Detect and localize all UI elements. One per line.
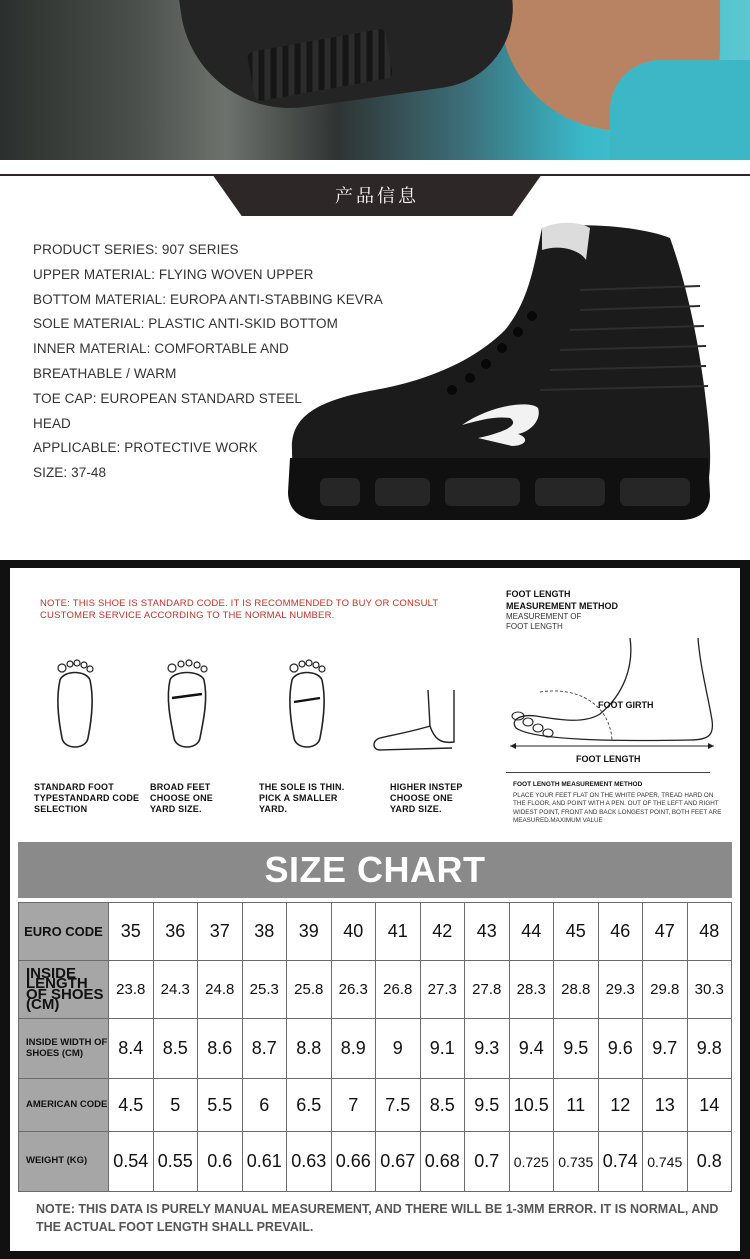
info-line: PRODUCT SERIES: 907 SERIES — [33, 242, 239, 257]
foot-girth-label: FOOT GIRTH — [598, 700, 654, 710]
foot-caption: STANDARD FOOT TYPESTANDARD CODE SELECTION — [34, 782, 140, 814]
table-cell: 45 — [554, 903, 599, 961]
table-cell: 46 — [598, 903, 643, 961]
table-cell: 35 — [109, 903, 154, 961]
row-header: AMERICAN CODE — [19, 1079, 109, 1132]
table-cell: 24.8 — [198, 961, 243, 1019]
table-cell: 0.8 — [687, 1132, 732, 1192]
table-cell: 8.4 — [109, 1019, 154, 1079]
table-cell: 12 — [598, 1079, 643, 1132]
foot-caption: HIGHER INSTEP CHOOSE ONE YARD SIZE. — [390, 782, 463, 814]
table-cell: 0.67 — [376, 1132, 421, 1192]
table-cell: 27.3 — [420, 961, 465, 1019]
row-header: INSIDE WIDTH OF SHOES (CM) — [19, 1019, 109, 1079]
table-cell: 25.3 — [242, 961, 287, 1019]
table-row — [19, 961, 732, 1019]
table-cell: 0.55 — [153, 1132, 198, 1192]
table-row — [19, 1079, 732, 1132]
size-chart-title: SIZE CHART — [18, 842, 732, 898]
table-cell: 29.8 — [643, 961, 688, 1019]
table-cell: 9.1 — [420, 1019, 465, 1079]
table-cell: 43 — [465, 903, 510, 961]
table-cell: 24.3 — [153, 961, 198, 1019]
method-text: PLACE YOUR FEET FLAT ON THE WHITE PAPER, TREAD HARD ON THE FLOOR, AND POINT WITH A PEN. OUT OF THE LEFT AND RIGHT WIDEST POINT, FRONT AND BACK LONGEST POINT, BOTH FEET ARE MEASURED.MAXIMUM VALUE — [513, 792, 722, 824]
info-line: SOLE MATERIAL: PLASTIC ANTI-SKID BOTTOM — [33, 316, 338, 332]
size-chart-panel — [10, 568, 740, 1251]
table-cell: 8.9 — [331, 1019, 376, 1079]
table-cell: 30.3 — [687, 961, 732, 1019]
sleeve-shape — [610, 60, 750, 160]
row-header: EURO CODE — [19, 903, 109, 961]
table-cell: 28.3 — [509, 961, 554, 1019]
foot-caption: THE SOLE IS THIN. PICK A SMALLER YARD. — [259, 782, 345, 814]
table-cell: 40 — [331, 903, 376, 961]
table-cell: 48 — [687, 903, 732, 961]
notice-text: NOTE: THIS SHOE IS STANDARD CODE. IT IS RECOMMENDED TO BUY OR CONSULT CUSTOMER SERVICE ACCORDING TO THE NORMAL NUMBER. — [40, 598, 439, 621]
table-cell: 0.54 — [109, 1132, 154, 1192]
info-line: BREATHABLE / WARM — [33, 365, 177, 381]
table-cell: 9.5 — [465, 1079, 510, 1132]
table-cell: 47 — [643, 903, 688, 961]
table-cell: 28.8 — [554, 961, 599, 1019]
info-line: APPLICABLE: PROTECTIVE WORK — [33, 440, 258, 456]
table-cell: 4.5 — [109, 1079, 154, 1132]
table-cell: 25.8 — [287, 961, 332, 1019]
info-line: HEAD — [33, 415, 71, 431]
info-line: INNER MATERIAL: COMFORTABLE AND — [33, 341, 289, 357]
divider — [506, 772, 710, 773]
table-cell: 9.7 — [643, 1019, 688, 1079]
measure-subtitle: MEASUREMENT OF FOOT LENGTH — [506, 612, 582, 631]
table-cell: 8.7 — [242, 1019, 287, 1079]
table-row — [19, 1132, 732, 1192]
table-cell: 29.3 — [598, 961, 643, 1019]
table-cell: 0.745 — [643, 1132, 688, 1192]
table-cell: 0.66 — [331, 1132, 376, 1192]
info-line: SIZE: 37-48 — [33, 465, 107, 481]
table-cell: 0.6 — [198, 1132, 243, 1192]
table-cell: 23.8 — [109, 961, 154, 1019]
table-row — [19, 903, 732, 961]
table-cell: 36 — [153, 903, 198, 961]
table-cell: 26.8 — [376, 961, 421, 1019]
table-cell: 8.8 — [287, 1019, 332, 1079]
foot-length-label: FOOT LENGTH — [576, 754, 641, 764]
table-cell: 0.7 — [465, 1132, 510, 1192]
table-cell: 44 — [509, 903, 554, 961]
table-cell: 10.5 — [509, 1079, 554, 1132]
table-cell: 14 — [687, 1079, 732, 1132]
banner-title: 产品信息 — [335, 186, 419, 207]
info-line: UPPER MATERIAL: FLYING WOVEN UPPER — [33, 266, 314, 282]
table-cell: 6 — [242, 1079, 287, 1132]
boot-image — [280, 220, 720, 530]
row-header: INSIDE LENGTH OF SHOES (CM) — [19, 961, 109, 1019]
table-cell: 7 — [331, 1079, 376, 1132]
high-instep-foot-icon — [368, 686, 464, 756]
table-cell: 0.61 — [242, 1132, 287, 1192]
table-cell: 0.725 — [509, 1132, 554, 1192]
size-chart-frame — [0, 560, 750, 1259]
section-banner — [0, 174, 750, 218]
table-cell: 8.6 — [198, 1019, 243, 1079]
table-cell: 8.5 — [420, 1079, 465, 1132]
method-title: FOOT LENGTH MEASUREMENT METHOD — [513, 781, 643, 788]
table-cell: 9.4 — [509, 1019, 554, 1079]
table-cell: 27.8 — [465, 961, 510, 1019]
table-cell: 11 — [554, 1079, 599, 1132]
table-cell: 7.5 — [376, 1079, 421, 1132]
table-cell: 8.5 — [153, 1019, 198, 1079]
table-cell: 0.735 — [554, 1132, 599, 1192]
info-line: BOTTOM MATERIAL: EUROPA ANTI-STABBING KEVRA — [33, 291, 383, 307]
table-cell: 9 — [376, 1019, 421, 1079]
table-cell: 37 — [198, 903, 243, 961]
table-row — [19, 1019, 732, 1079]
table-cell: 0.68 — [420, 1132, 465, 1192]
info-line: TOE CAP: EUROPEAN STANDARD STEEL — [33, 390, 303, 406]
table-cell: 0.63 — [287, 1132, 332, 1192]
foot-caption: BROAD FEET CHOOSE ONE YARD SIZE. — [150, 782, 214, 814]
standard-foot-icon — [50, 658, 100, 754]
table-cell: 9.8 — [687, 1019, 732, 1079]
table-cell: 5 — [153, 1079, 198, 1132]
broad-foot-icon — [162, 658, 212, 754]
table-cell: 26.3 — [331, 961, 376, 1019]
hero-photo — [0, 0, 750, 160]
row-header: WEIGHT (KG) — [19, 1132, 109, 1192]
table-cell: 41 — [376, 903, 421, 961]
thin-sole-foot-icon — [282, 658, 332, 754]
table-cell: 0.74 — [598, 1132, 643, 1192]
size-chart-table — [18, 902, 732, 1192]
table-cell: 6.5 — [287, 1079, 332, 1132]
table-cell: 38 — [242, 903, 287, 961]
table-cell: 13 — [643, 1079, 688, 1132]
table-cell: 42 — [420, 903, 465, 961]
table-cell: 9.5 — [554, 1019, 599, 1079]
table-cell: 5.5 — [198, 1079, 243, 1132]
footnote: NOTE: THIS DATA IS PURELY MANUAL MEASUREMENT, AND THERE WILL BE 1-3MM ERROR. IT IS NORMAL, AND THE ACTUAL FOOT LENGTH SHALL PREVAIL. — [36, 1202, 719, 1234]
table-cell: 9.6 — [598, 1019, 643, 1079]
table-cell: 39 — [287, 903, 332, 961]
table-cell: 9.3 — [465, 1019, 510, 1079]
measure-title: FOOT LENGTH MEASUREMENT METHOD — [506, 589, 618, 611]
